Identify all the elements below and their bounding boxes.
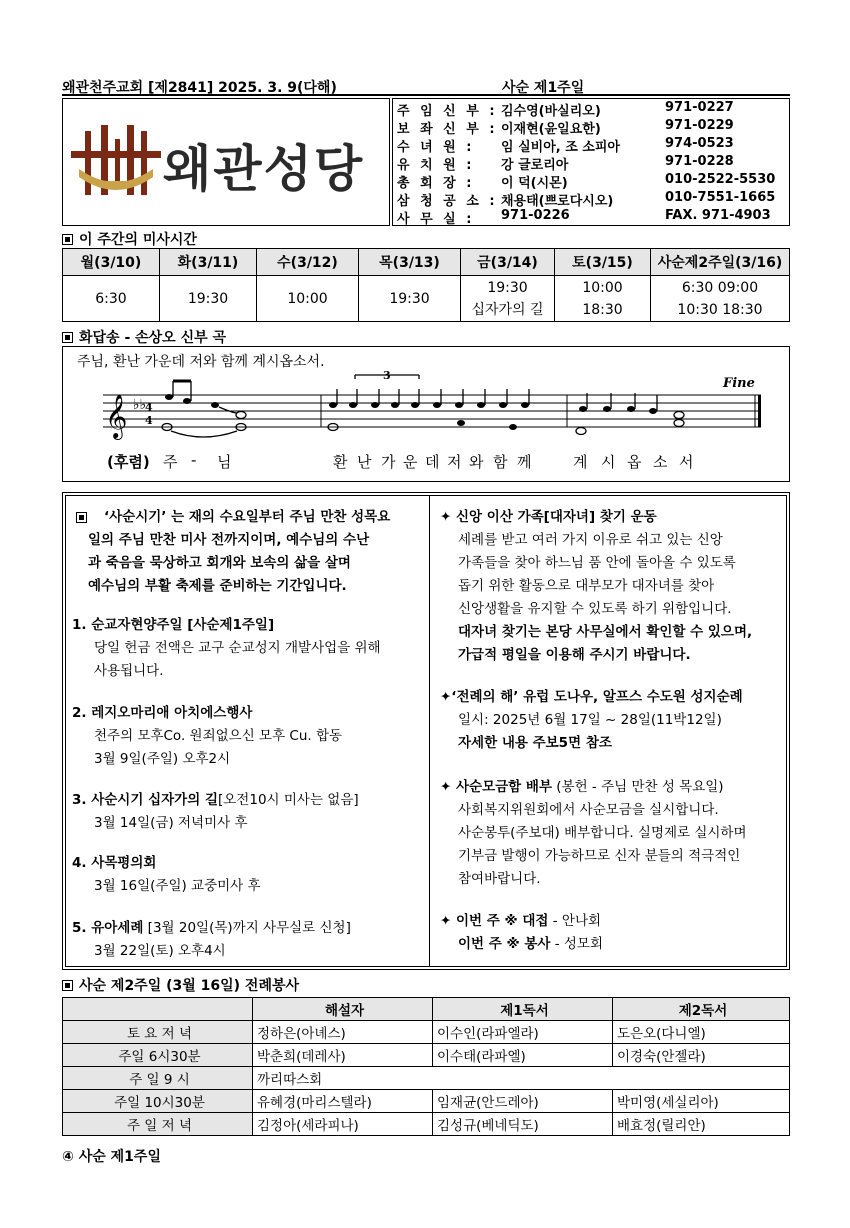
notices-box [62, 492, 790, 970]
svg-text:4: 4 [145, 401, 153, 414]
lyric: 주 [163, 453, 178, 471]
lyric: 환 [333, 453, 348, 471]
notice-2-body: 천주의 모후Co. 원죄없으신 모후 Cu. 합동 [94, 728, 343, 744]
table-row: 주일 6시30분 박춘희(데레사) 이수태(라파엘) 이경숙(안젤라) [63, 1044, 790, 1067]
right-notice-3-body: 사회복지위원회에서 사순모금을 실시합니다. [458, 802, 719, 818]
day-cell: 화(3/11) [160, 249, 257, 276]
notice-1-body: 당일 헌금 전액은 교구 순교성지 개발사업을 위해 [94, 640, 381, 656]
table-row: 주일 10시30분 유혜경(마리스텔라) 임재균(안드레아) 박미영(세실리아) [63, 1090, 790, 1113]
time-cell: 19:30 십자가의 길 [461, 276, 555, 322]
parish-name: 왜관성당 [163, 140, 365, 198]
church-logo-icon [71, 125, 161, 205]
lyric: 함 [493, 453, 508, 471]
right-notice-3-title: ✦ 사순모금함 배부 [440, 779, 552, 795]
lent-intro-line: 과 죽음을 묵상하고 회개와 보속의 삶을 살며 [88, 555, 351, 571]
table-row: 토 요 저 녁 정하은(아녜스) 이수인(라파엘라) 도은오(다니엘) [63, 1021, 790, 1044]
time-cell: 19:30 [359, 276, 461, 322]
weekly-service: 이번 주 ※ 봉사 - 성모회 [458, 936, 604, 952]
right-notice-1-body: 신앙생활을 유지할 수 있도록 하기 위함입니다. [458, 601, 732, 617]
right-notice-3-note: (봉헌 - 주님 만찬 성 목요일) [552, 779, 724, 795]
right-notice-3-body: 참여바랍니다. [458, 871, 541, 887]
notice-3-note: [오전10시 미사는 없음] [218, 792, 359, 808]
table-row: 주 일 9 시 까리따스회 [63, 1067, 790, 1090]
psalm-verse: 주님, 환난 가운데 저와 함께 계시옵소서. [77, 354, 325, 370]
fine-mark: Fine [723, 376, 755, 391]
bulletin-header [62, 74, 790, 96]
lyric: 서 [679, 453, 694, 471]
staff-directory: 주 임 신 부 : 김수영(바실리오) 971-0227 보 좌 신 부 : 이재현(윤일요한) 971-0229 수 녀 원 : 임 실비아, 조 소피아 974-0523 유 치 원 : 강 글로리아 971-0228 총 회 장 : 이 덕(시몬) 010-2522-5530 삼 청 공 소 : 채용태(쁘로다시오) 010-7551-1665 사 무 실 : 971-0226 FAX. 971-4903 [392, 98, 790, 226]
svg-text:4: 4 [145, 414, 153, 427]
day-cell: 목(3/13) [359, 249, 461, 276]
right-notice-1-emphasis: 대자녀 찾기는 본당 사무실에서 확인할 수 있으며, [458, 624, 753, 640]
right-notice-2-title: ✦‘전례의 해’ 유럽 도나우, 알프스 수도원 성지순례 [440, 689, 743, 705]
lyric: 계 [573, 453, 588, 471]
lyric: 난 [357, 453, 372, 471]
right-notice-2-emphasis: 자세한 내용 주보5면 참조 [458, 735, 612, 751]
notice-2-body: 3월 9일(주일) 오후2시 [94, 751, 231, 767]
time-cell: 6:30 [63, 276, 160, 322]
right-notice-1-emphasis: 가급적 평일을 이용해 주시기 바랍니다. [458, 647, 691, 663]
svg-text:𝄞: 𝄞 [105, 394, 128, 438]
lent-intro-line: ‘사순시기’ 는 재의 수요일부터 주님 만찬 성목요 [104, 509, 391, 525]
notice-3-title: 3. 사순시기 십자가의 길 [72, 792, 218, 808]
section-bullet-icon [62, 234, 73, 245]
lent-intro-line: 예수님의 부활 축제를 준비하는 기간입니다. [88, 578, 347, 594]
time-cell: 6:30 09:00 10:30 18:30 [651, 276, 790, 322]
notice-2-title: 2. 레지오마리애 아치에스행사 [72, 705, 253, 721]
lyric: - [191, 451, 197, 469]
lyric: 와 [469, 453, 484, 471]
right-notice-1-body: 가족들을 찾아 하느님 품 안에 돌아올 수 있도록 [458, 555, 736, 571]
table-row: 주 일 저 녁 김정아(세라피나) 김성규(베네딕도) 배효정(릴리안) [63, 1113, 790, 1136]
notice-1-title: 1. 순교자현양주일 [사순제1주일] [72, 617, 275, 633]
day-cell: 금(3/14) [461, 249, 555, 276]
mass-times-row [63, 276, 790, 322]
lyric: 저 [447, 453, 462, 471]
response-label: (후렴) [107, 453, 150, 471]
notice-5-body: 3월 22일(토) 오후4시 [94, 943, 226, 959]
section-bullet-icon [76, 512, 87, 523]
svg-text:♭♭: ♭♭ [133, 397, 147, 413]
psalm-box [62, 346, 790, 482]
music-score-icon [93, 371, 793, 451]
psalm-title: 화답송 - 손상오 신부 곡 [62, 327, 226, 345]
day-cell: 사순제2주일(3/16) [651, 249, 790, 276]
lyric: 가 [381, 453, 396, 471]
parish-logo-box [62, 98, 390, 226]
day-cell: 수(3/12) [257, 249, 359, 276]
time-cell: 19:30 [160, 276, 257, 322]
notice-3-title-line [72, 789, 359, 812]
parish-issue: 왜관천주교회 [제2841] 2025. 3. 9(다해) [62, 80, 337, 96]
lyric: 님 [217, 453, 232, 471]
lyric: 운 [403, 453, 418, 471]
lyric: 시 [601, 453, 616, 471]
column-divider [429, 496, 430, 966]
notice-5-note: [3월 20일(목)까지 사무실로 신청] [143, 920, 351, 936]
liturgy-roster-title: 사순 제2주일 (3월 16일) 전례봉사 [62, 975, 299, 993]
right-notice-1-body: 돕기 위한 활동으로 대부모가 대자녀를 찾아 [458, 578, 715, 594]
right-notice-2-body: 일시: 2025년 6월 17일 ~ 28일(11박12일) [458, 712, 722, 728]
right-notice-3-title-line [440, 776, 724, 799]
section-bullet-icon [62, 980, 73, 991]
right-notice-1-title: ✦ 신앙 이산 가족[대자녀] 찾기 운동 [440, 509, 657, 525]
notices-inner [65, 495, 787, 967]
lyric: 데 [425, 453, 440, 471]
psalm-lyrics [107, 451, 767, 471]
time-cell: 10:00 [257, 276, 359, 322]
page-footer: ④ 사순 제1주일 [62, 1149, 161, 1165]
liturgical-day: 사순 제1주일 [502, 80, 585, 96]
day-cell: 토(3/15) [555, 249, 651, 276]
roster-header-row: 해설자 제1독서 제2독서 [63, 998, 790, 1021]
mass-days-row [63, 249, 790, 276]
mass-times-table [62, 248, 790, 322]
right-notice-3-body: 사순봉투(주보대) 배부합니다. 실명제로 실시하며 [458, 825, 747, 841]
notice-1-body: 사용됩니다. [94, 663, 164, 679]
notice-4-title: 4. 사목평의회 [72, 855, 157, 871]
triplet-mark: 3 [383, 371, 391, 382]
notice-3-body: 3월 14일(금) 저녁미사 후 [94, 815, 248, 831]
right-notice-1-body: 세례를 받고 여러 가지 이유로 쉬고 있는 신앙 [458, 532, 723, 548]
time-cell: 10:00 18:30 [555, 276, 651, 322]
lent-intro-line: 일의 주님 만찬 미사 전까지이며, 예수님의 수난 [88, 532, 370, 548]
weekly-hospitality: ✦ 이번 주 ※ 대접 - 안나회 [440, 913, 602, 929]
mass-times-title: 이 주간의 미사시간 [62, 229, 197, 247]
liturgy-roster-table [62, 997, 790, 1136]
lyric: 소 [653, 453, 668, 471]
section-bullet-icon [62, 332, 73, 343]
lyric: 께 [517, 453, 532, 471]
notice-4-body: 3월 16일(주일) 교중미사 후 [94, 878, 261, 894]
notice-5-title-line [72, 917, 351, 940]
notice-5-title: 5. 유아세례 [72, 920, 144, 936]
day-cell: 월(3/10) [63, 249, 160, 276]
lyric: 옵 [627, 453, 642, 471]
right-notice-3-body: 기부금 발행이 가능하므로 신자 분들의 적극적인 [458, 848, 741, 864]
